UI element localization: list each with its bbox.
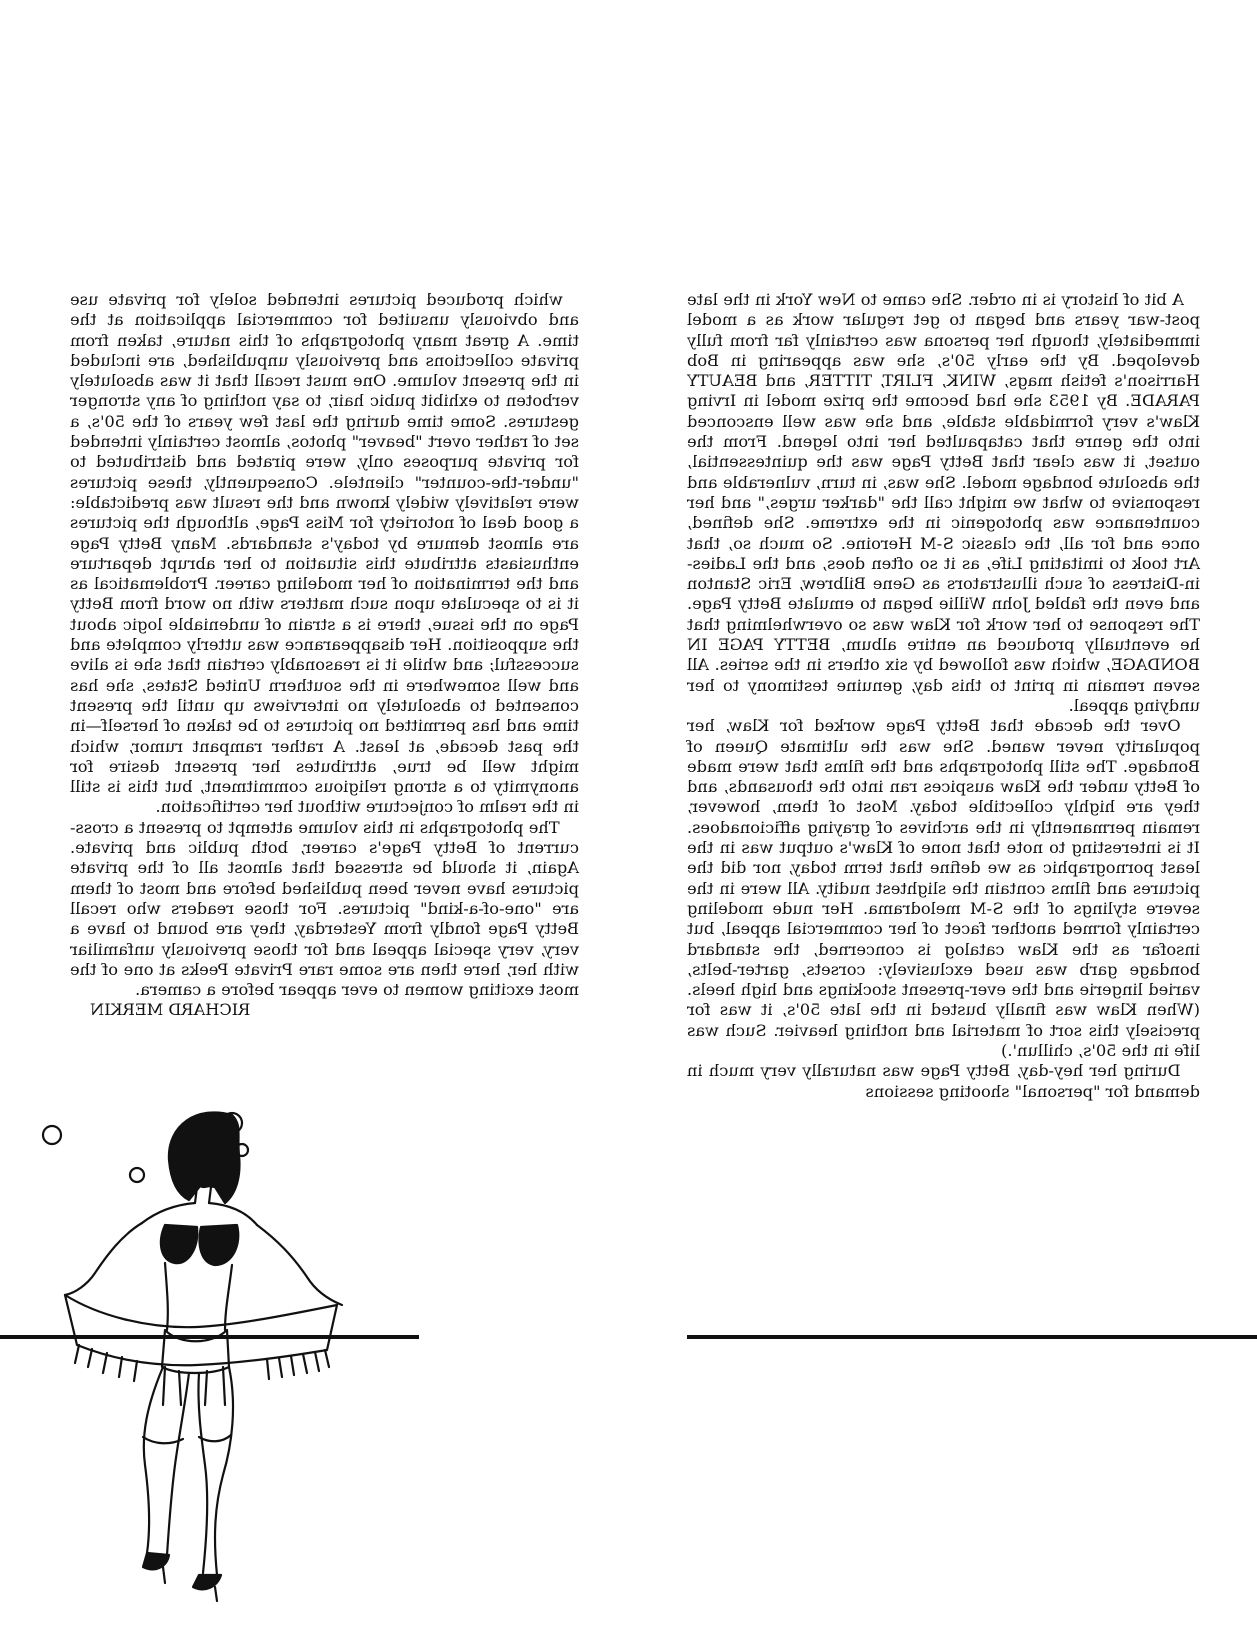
paragraph: During her hey-day, Betty Page was naturally very much in demand for "personal" shooting sessions (687, 1061, 1200, 1101)
paragraph: A bit of history is in order. She came to New York in the late post-war years and began to get regular work as a model immediately, though her persona was certainly far from fully developed. By the early 50's, she was appearing in Bob Harrison's fetish mags, WINK, FLIRT, TITTER, and BEAUTY PARADE. By 1953 she had become the prize model in Irving Klaw's very formidable stable, and she was well ensconced into the genre that catapaulted her into legend. From the outset, it was clear that Betty Page was the quintessential, the absolute bondage model. She was, in turn, vulnerable and responsive to what we might call the "darker urges," and her countenance was photogenic in the extreme. She defined, once and for all, the classic S-M Heroine. So much so, that Art took to imitating Life, as it so often does, and the Ladies-in-Distress of such illustrators as Gene Bilbrew, Eric Stanton and even the fabled John Willie began to emulate Betty Page. The response to her work for Klaw was so overwhelming that he eventually produced an entire album, BETTY PAGE IN BONDAGE, which was followed by six others in the series. All seven remain in print to this day, genuine testimony to her undying appeal. (687, 290, 1200, 715)
author-signature: RICHARD MERKIN (90, 1000, 251, 1020)
horizontal-rule (687, 1335, 1257, 1339)
pin-up-figure-drawing (17, 1105, 437, 1605)
paragraph: The photographs in this volume attempt to present a cross-current of Betty Page's career, both public and private. Again, it should be stressed that almost all of the private pictures have never been published before and most of them are "one-of-a-kind" pictures. For those readers who recall Betty Page fondly from Yesterday, they are bound to have a very, very special appeal and for those previously unfamiliar with her, here then are some rare Private Peeks at one of the most exciting women to ever appear before a camera. (70, 817, 579, 1000)
article-column-left (687, 290, 1200, 1102)
pin-up-illustration (17, 1105, 437, 1605)
paragraph: which produced pictures intended solely for private use and obviously unsuited for commercial application at the time. A great many photographs of this nature, taken from private collections and previously unpublished, are included in the present volume. One must recall that it was absolutely verboten to exhibit pubic hair, to say nothing of any stronger gestures. Some time during the last few years of the 50's, a set of rather overt "beaver" photos, almost certainly intended for private purposes only, were pirated and distributed to "under-the-counter" clientele. Consequently, these pictures were relatively widely known and the result was predictable: a good deal of notoriety for Miss Page, although the pictures are almost demure by today's standards. Many Betty Page enthusiasts attribute this situation to her abrupt departure and the termination of her modeling career. Problematical as it is to speculate upon such matters with no word from Betty Page on the issue, there is a strain of undeniable logic about the supposition. Her disappearance was utterly complete and successful; and while it is reasonably certain that she is alive and well somewhere in the southern United States, she has consented to absolutely no interviews up until the present time and has permitted no pictures to be taken of herself—in the past decade, at least. A rather rampant rumor, which might well be true, attributes her present desire for anonymity to a strong religious commitment, but this is still in the realm of conjecture without her certification. (70, 290, 579, 817)
paragraph: Over the decade that Betty Page worked for Klaw, her popularity never waned. She was the ultimate Queen of Bondage. The still photographs and the films that were made of Betty under the Klaw auspices ran into the thousands, and they are highly collectible today. Most of them, however, remain permanently in the archives of graying afficionadoes. It is interesting to note that none of Klaw's output was in the least pornographic as we define that term today, nor did the pictures and films contain the slightest nudity. All were in the severe stylings of the S-M melodrama. Her nude modeling certainly formed another facet of her commercial appeal, but insofar as the Klaw catalog is concerned, the standard bondage garb was used exclusively: corsets, garter-belts, varied lingerie and the ever-present stockings and high heels. (When Klaw was finally busted in the late 50's, it was for precisely this sort of material and nothing heavier. Such was life in the 50's, chillun'.) (687, 716, 1200, 1060)
article-column-right (70, 290, 579, 1021)
